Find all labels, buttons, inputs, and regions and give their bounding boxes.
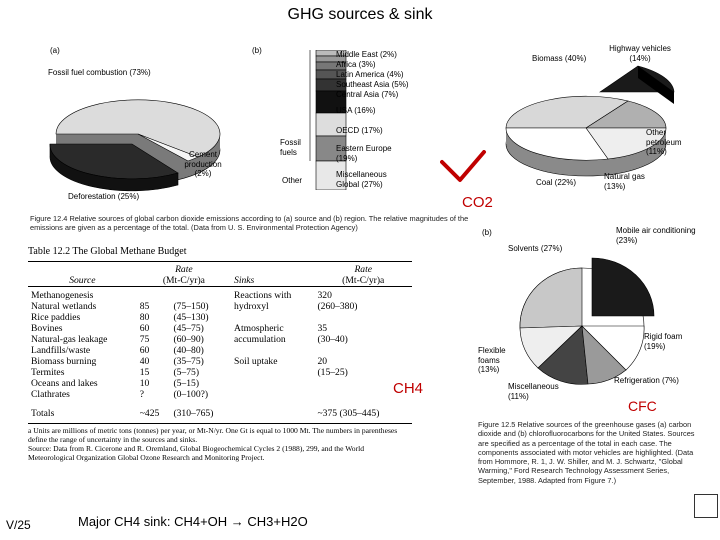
bar-label: OECD (17%) — [336, 126, 383, 135]
table-cell: (310–765) — [173, 408, 214, 419]
table-totals-row — [28, 408, 412, 419]
header-rate-2-unit: (Mt-C/yr)a — [342, 275, 385, 286]
table-cell — [170, 290, 231, 301]
table-cell: hydroxyl — [234, 301, 269, 312]
table-row — [28, 312, 412, 323]
pie-label-cement: Cement production (2%) — [184, 150, 222, 179]
table-cell — [314, 389, 404, 400]
table-cell: 10 — [139, 378, 150, 389]
bar-label: Miscellaneous Global (27%) — [336, 170, 387, 189]
table-cell — [28, 264, 137, 275]
table-cell — [404, 367, 412, 378]
panel-b-label: (b) — [252, 46, 262, 55]
label-flexible-foam: Flexible foams (13%) — [478, 346, 506, 375]
table-cell: Totals — [31, 408, 55, 419]
table-cell: 320 — [317, 290, 332, 301]
table-cell: 75 — [139, 334, 150, 345]
table-cell: 80 — [139, 312, 150, 323]
table-cell — [231, 389, 314, 400]
bar-side-label-fossil: Fossil fuels — [280, 138, 301, 157]
bar-label: Middle East (2%) — [336, 50, 397, 59]
table-cell — [404, 312, 412, 323]
table-cell: (15–25) — [317, 367, 348, 378]
us-co2-pie — [478, 44, 698, 194]
table-cell — [404, 356, 412, 367]
table-cell — [231, 378, 314, 389]
bottom-note: Major CH4 sink: CH4+OH → CH3+H2O — [78, 514, 308, 529]
label-refrigeration: Refrigeration (7%) — [614, 376, 679, 385]
header-rate-1-unit: (Mt-C/yr)a — [162, 275, 205, 286]
annotation-cfc: CFC — [628, 398, 657, 414]
methane-table — [28, 264, 412, 419]
table-cell — [404, 334, 412, 345]
table-cell: 60 — [139, 345, 150, 356]
table-row — [28, 367, 412, 378]
table-row — [28, 389, 412, 400]
bar-label: USA (16%) — [336, 106, 376, 115]
pie-label-deforest: Deforestation (25%) — [68, 192, 140, 201]
methane-table-footnote: a Units are millions of metric tons (tonnes) per year, or Mt-N/yr. One Gt is equal to 1000 Mt. The numbers in parentheses define the range of uncertainty in the sources and sinks. — [28, 426, 398, 445]
table-cell — [404, 290, 412, 301]
page-label: V/25 — [6, 518, 31, 532]
table-cell: (5–15) — [173, 378, 200, 389]
table-cell: ~375 (305–445) — [317, 408, 380, 419]
bar-side-label-other: Other — [282, 176, 303, 185]
table-cell: Natural-gas leakage — [31, 334, 108, 345]
table-row — [28, 345, 412, 356]
bar-label: Central Asia (7%) — [336, 90, 399, 99]
table-cell — [137, 290, 171, 301]
bar-label: Eastern Europe (19%) — [336, 144, 392, 163]
cfc-panel-b-label: (b) — [482, 228, 492, 237]
table-cell: Termites — [31, 367, 65, 378]
table-cell: (75–150) — [173, 301, 209, 312]
table-cell: 15 — [139, 367, 150, 378]
table-cell: (30–40) — [317, 334, 348, 345]
slice-mobile-ac — [592, 258, 654, 316]
annotation-ch4: CH4 — [393, 380, 424, 397]
label-coal: Coal (22%) — [536, 178, 577, 187]
table-cell: (260–380) — [317, 301, 358, 312]
table-header-row — [28, 264, 412, 275]
table-cell — [231, 408, 314, 419]
table-cell — [28, 400, 412, 408]
table-row — [28, 356, 412, 367]
bar-label: Africa (3%) — [336, 60, 376, 69]
university-logo — [694, 494, 718, 518]
figure-12-5-caption: Figure 12.5 Relative sources of the greenhouse gases (a) carbon dioxide and (b) chlorofluorocarbons for the United States. Sources are specified as a percentage of the total in each case. The components associated with motor vehicles are highlighted. (Data from Hommore, R. 1, J. W. Shiller, and M. J. Schwartz, "Global Warming," Ford Research Technology Assessment Series, September, 1988. Adapted from Figure 7.) — [478, 420, 695, 485]
methane-table-title: Table 12.2 The Global Methane Budget — [28, 246, 187, 257]
panel-a-label: (a) — [50, 46, 60, 55]
slice-solvents — [520, 268, 582, 328]
table-cell — [231, 312, 314, 323]
table-cell: accumulation — [234, 334, 286, 345]
table-cell — [231, 264, 314, 275]
figure-12-4-caption: Figure 12.4 Relative sources of global carbon dioxide emissions according to (a) source and (b) region. The relative magnitudes of the emissions are given as a percentage of the total. (Data from U. S. Environmental Protection Agency) — [30, 214, 469, 233]
table-cell: (5–75) — [173, 367, 200, 378]
table-cell: Reactions with — [234, 290, 292, 301]
header-sinks: Sinks — [234, 275, 255, 286]
table-cell: 20 — [317, 356, 328, 367]
table-cell: Soil uptake — [234, 356, 278, 367]
label-other-petroleum: Other petroleum (11%) — [646, 128, 682, 157]
header-rate-1: Rate — [175, 264, 193, 275]
table-cell: Atmospheric — [234, 323, 284, 334]
table-cell: Oceans and lakes — [31, 378, 98, 389]
table-cell — [231, 345, 314, 356]
table-cell: 85 — [139, 301, 150, 312]
table-cell — [404, 408, 412, 419]
pie-label-fossil: Fossil fuel combustion (73%) — [48, 68, 151, 77]
label-misc: Miscellaneous (11%) — [508, 382, 559, 401]
table-cell: ~425 — [139, 408, 160, 419]
co2-source-figure — [28, 40, 476, 224]
bar-labels — [336, 50, 436, 190]
table-cell: (45–130) — [173, 312, 209, 323]
table-cell: Landfills/waste — [31, 345, 91, 356]
table-cell — [314, 312, 404, 323]
table-cell — [404, 301, 412, 312]
table-row — [28, 378, 412, 389]
table-cell: (35–75) — [173, 356, 204, 367]
table-cell: (0–100?) — [173, 389, 209, 400]
label-highway: Highway vehicles (14%) — [609, 44, 671, 63]
table-cell — [231, 367, 314, 378]
table-row — [28, 301, 412, 312]
methane-table-source: Source: Data from R. Cicerone and R. Oremland, Global Biogeochemical Cycles 2 (1988), 299, and the World Meteorological Organization Global Ozone Research and Monitoring Project. — [28, 444, 365, 463]
table-cell: (60–90) — [173, 334, 204, 345]
label-mobile-ac: Mobile air conditioning (23%) — [616, 226, 696, 245]
label-rigid-foam: Rigid foam (19%) — [644, 332, 683, 351]
methane-budget-table-block — [28, 246, 412, 462]
table-cell: ? — [139, 389, 144, 400]
table-row — [28, 334, 412, 345]
header-source: Source — [69, 275, 96, 286]
label-biomass: Biomass (40%) — [532, 54, 587, 63]
table-cell: 35 — [317, 323, 328, 334]
table-cell: 40 — [139, 356, 150, 367]
table-cell: 60 — [139, 323, 150, 334]
table-cell: Natural wetlands — [31, 301, 97, 312]
bar-label: Latin America (4%) — [336, 70, 404, 79]
bar-label: Southeast Asia (5%) — [336, 80, 409, 89]
table-cell — [314, 378, 404, 389]
table-cell: Bovines — [31, 323, 63, 334]
co2-source-pie — [28, 40, 258, 210]
header-rate-2: Rate — [354, 264, 373, 275]
table-cell: Clathrates — [31, 389, 70, 400]
table-header-row — [28, 275, 412, 287]
slide-title: GHG sources & sink — [287, 6, 433, 23]
table-cell: Biomass burning — [31, 356, 97, 367]
table-cell: Methanogenesis — [31, 290, 94, 301]
table-cell: (40–80) — [173, 345, 204, 356]
table-cell: Rice paddies — [31, 312, 81, 323]
table-row — [28, 290, 412, 301]
label-natural-gas: Natural gas (13%) — [604, 172, 645, 191]
table-cell — [404, 345, 412, 356]
table-cell — [314, 345, 404, 356]
table-cell: (45–75) — [173, 323, 204, 334]
table-row — [28, 323, 412, 334]
annotation-co2: CO2 — [462, 194, 493, 211]
label-solvents: Solvents (27%) — [508, 244, 563, 253]
table-cell — [404, 323, 412, 334]
